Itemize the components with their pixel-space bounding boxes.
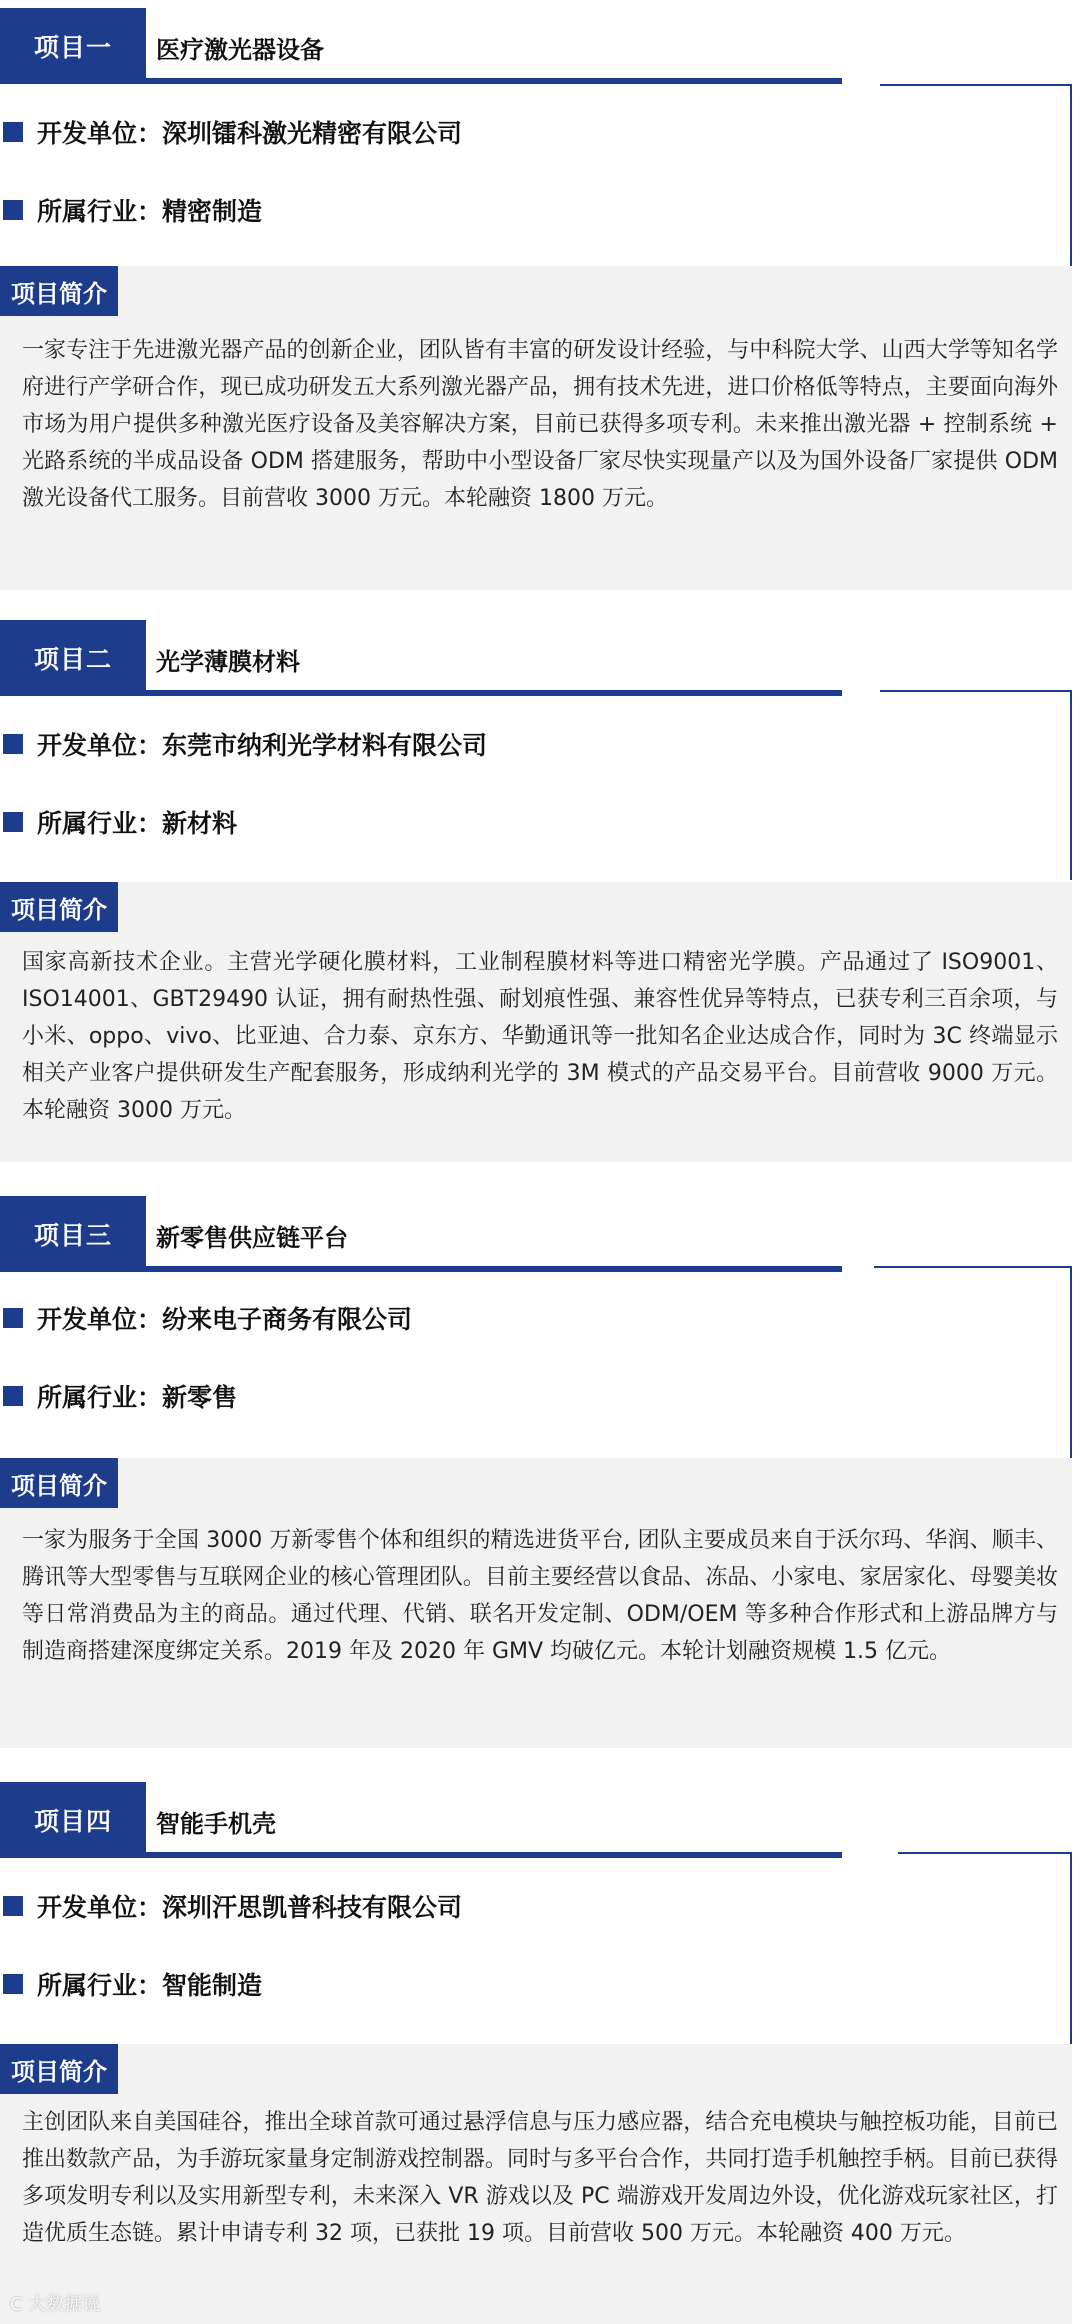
intro-text: 一家专注于先进激光器产品的创新企业，团队皆有丰富的研发设计经验，与中科院大学、山西大学等知名学府进行产学研合作，现已成功研发五大系列激光器产品，拥有技术先进，进口价格低等特点，主要面向海外市场为用户提供多种激光医疗设备及美容解决方案，目前已获得多项专利。未来推出激光器 + 控制系统 + 光路系统的半成品设备 ODM 搭建服务，帮助中小型设备厂家尽快实现量产以及为国外设备厂家提供 ODM 激光设备代工服务。目前营收 3000 万元。本轮融资 1800 万元。 bbox=[22, 338, 1058, 511]
frame-right-line bbox=[1070, 690, 1072, 880]
project-name: 医疗激光器设备 bbox=[156, 36, 324, 64]
developer-text: 开发单位：东莞市纳利光学材料有限公司 bbox=[37, 731, 488, 760]
title-underline bbox=[146, 1266, 842, 1272]
project-name: 光学薄膜材料 bbox=[156, 648, 300, 676]
title-underline bbox=[146, 1852, 842, 1858]
square-bullet-icon bbox=[3, 1974, 23, 1994]
developer-text: 开发单位：深圳汗思凯普科技有限公司 bbox=[37, 1893, 463, 1922]
frame-right-line bbox=[1070, 84, 1072, 280]
intro-text: 一家为服务于全国 3000 万新零售个体和组织的精选进货平台, 团队主要成员来自于沃尔玛、华润、顺丰、腾讯等大型零售与互联网企业的核心管理团队。目前主要经营以食品、冻品、小家电、家居家化、母婴美妆等日常消费品为主的商品。通过代理、代销、联名开发定制、ODM/OEM 等多种合作形式和上游品牌方与制造商搭建深度绑定关系。2019 年及 2020 年 GMV 均破亿元。本轮计划融资规模 1.5 亿元。 bbox=[22, 1528, 1058, 1664]
square-bullet-icon bbox=[3, 812, 23, 832]
square-bullet-icon bbox=[3, 1308, 23, 1328]
industry-row bbox=[0, 1376, 237, 1416]
intro-text: 国家高新技术企业。主营光学硬化膜材料，工业制程膜材料等进口精密光学膜。产品通过了 ISO9001、ISO14001、GBT29490 认证，拥有耐热性强、耐划痕性强、兼容性优异等特点，已获专利三百余项，与小米、oppo、vivo、比亚迪、合力泰、京东方、华勤通讯等一批知名企业达成合作，同时为 3C 终端显示相关产业客户提供研发生产配套服务，形成纳利光学的 3M 模式的产品交易平台。目前营收 9000 万元。本轮融资 3000 万元。 bbox=[22, 950, 1058, 1123]
developer-row bbox=[0, 1886, 462, 1926]
intro-panel bbox=[0, 882, 1072, 1162]
industry-text: 所属行业：新零售 bbox=[37, 1383, 238, 1412]
intro-panel bbox=[0, 266, 1072, 590]
developer-row bbox=[0, 724, 487, 764]
square-bullet-icon bbox=[3, 734, 23, 754]
developer-row bbox=[0, 112, 462, 152]
intro-text: 主创团队来自美国硅谷，推出全球首款可通过悬浮信息与压力感应器，结合充电模块与触控板功能，目前已推出数款产品，为手游玩家量身定制游戏控制器。同时与多平台合作，共同打造手机触控手柄。目前已获得多项发明专利以及实用新型专利，未来深入 VR 游戏以及 PC 端游戏开发周边外设，优化游戏玩家社区，打造优质生态链。累计申请专利 32 项，已获批 19 项。目前营收 500 万元。本轮融资 400 万元。 bbox=[22, 2110, 1058, 2246]
intro-label: 项目简介 bbox=[0, 1458, 118, 1508]
watermark-text: C 大数据说 bbox=[10, 2294, 101, 2315]
project-tag: 项目二 bbox=[0, 620, 146, 696]
frame-right-line bbox=[1070, 1852, 1072, 2050]
frame-top-line bbox=[880, 84, 1072, 86]
square-bullet-icon bbox=[3, 1896, 23, 1916]
frame-right-line bbox=[1070, 1266, 1072, 1462]
frame-top-line bbox=[898, 1852, 1072, 1854]
project-name: 新零售供应链平台 bbox=[156, 1224, 348, 1252]
developer-row bbox=[0, 1298, 412, 1338]
developer-text: 开发单位：深圳镭科激光精密有限公司 bbox=[37, 119, 463, 148]
project-name: 智能手机壳 bbox=[156, 1810, 276, 1838]
project-tag: 项目四 bbox=[0, 1782, 146, 1858]
square-bullet-icon bbox=[3, 1386, 23, 1406]
frame-top-line bbox=[874, 1266, 1072, 1268]
title-underline bbox=[146, 690, 842, 696]
industry-row bbox=[0, 802, 237, 842]
title-underline bbox=[146, 78, 842, 84]
intro-label: 项目简介 bbox=[0, 882, 118, 932]
industry-text: 所属行业：新材料 bbox=[37, 809, 238, 838]
intro-panel bbox=[0, 2044, 1072, 2324]
industry-row bbox=[0, 1964, 262, 2004]
square-bullet-icon bbox=[3, 122, 23, 142]
industry-text: 所属行业：智能制造 bbox=[37, 1971, 263, 2000]
intro-label: 项目简介 bbox=[0, 2044, 118, 2094]
industry-row bbox=[0, 190, 262, 230]
project-tag: 项目一 bbox=[0, 8, 146, 84]
project-tag: 项目三 bbox=[0, 1196, 146, 1272]
frame-top-line bbox=[880, 690, 1072, 692]
intro-panel bbox=[0, 1458, 1072, 1748]
square-bullet-icon bbox=[3, 200, 23, 220]
intro-label: 项目简介 bbox=[0, 266, 118, 316]
industry-text: 所属行业：精密制造 bbox=[37, 197, 263, 226]
developer-text: 开发单位：纷来电子商务有限公司 bbox=[37, 1305, 413, 1334]
